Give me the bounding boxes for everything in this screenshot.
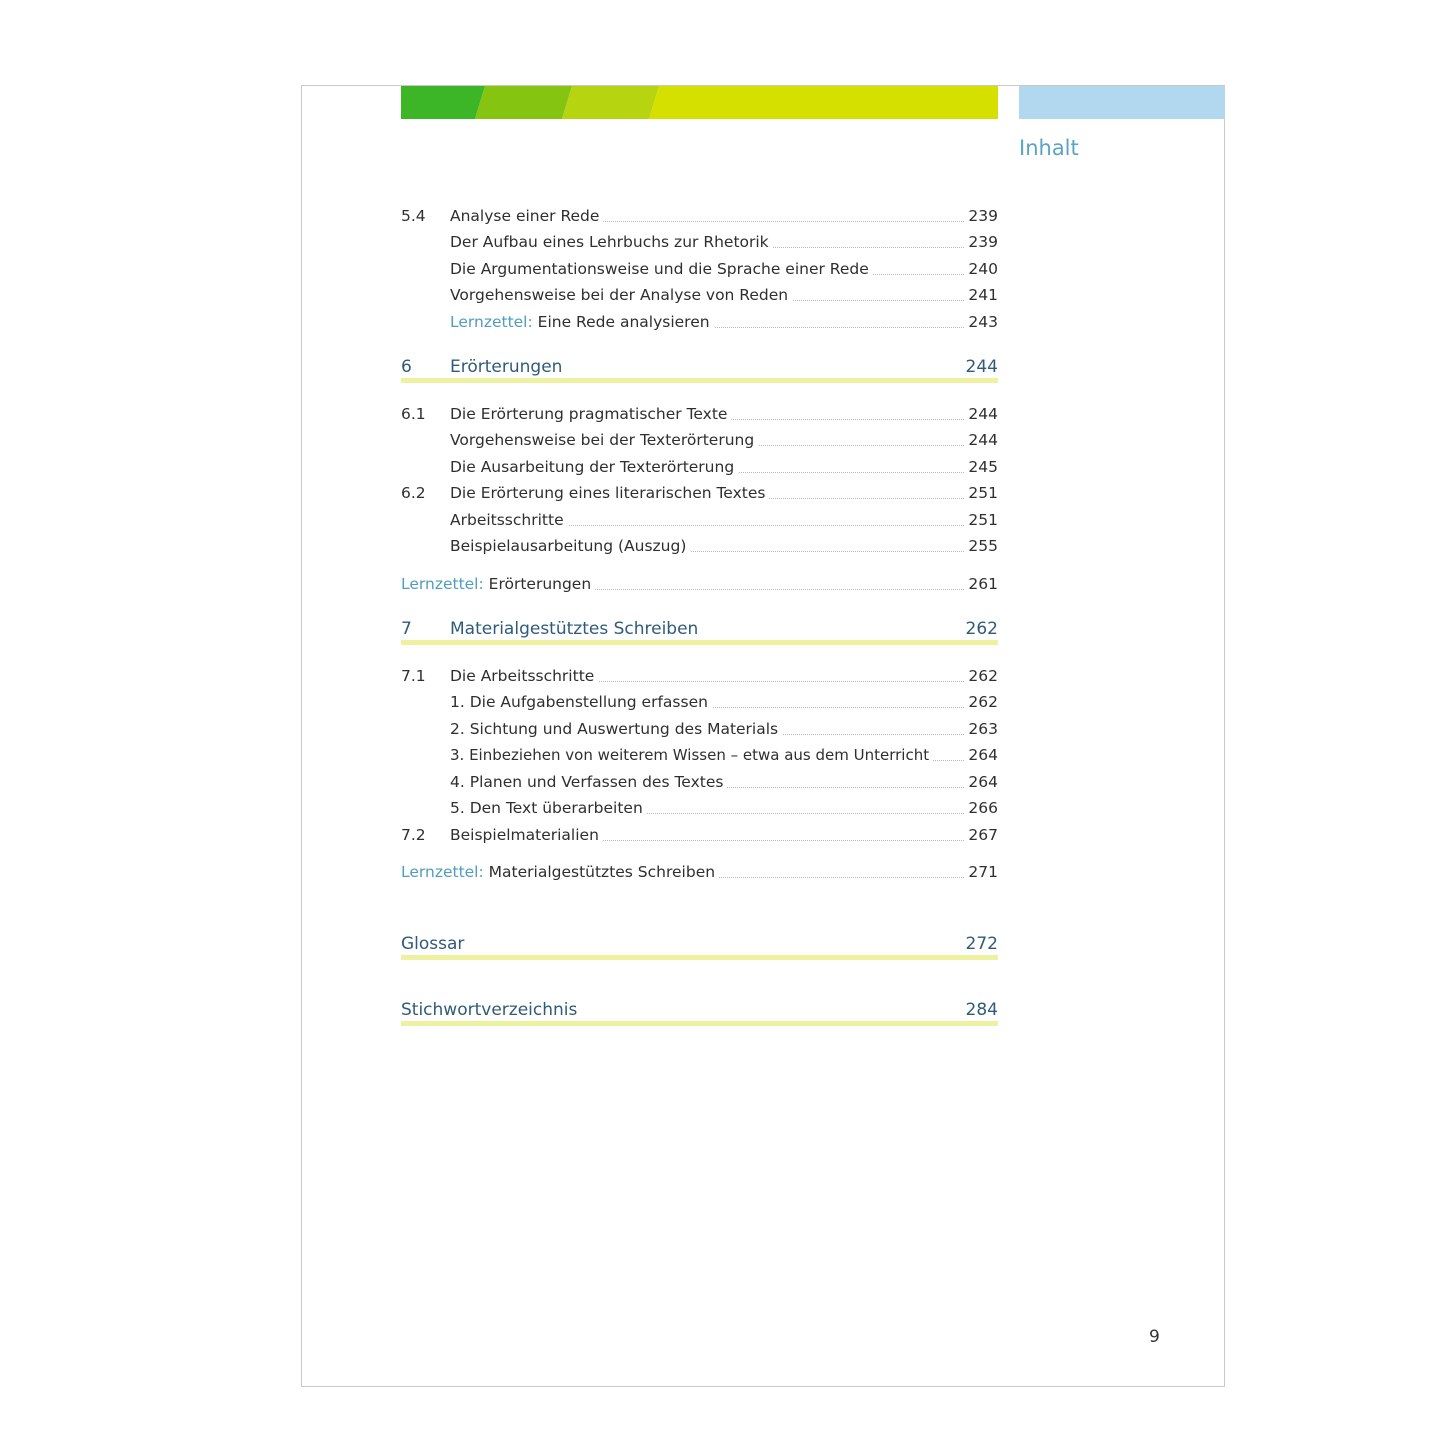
entry-title: Erörterungen — [488, 575, 592, 593]
entry-number: 7.1 — [401, 667, 426, 685]
entry-title-wrap — [401, 863, 719, 881]
entry-page: 251 — [965, 511, 998, 529]
chapter-rule — [401, 955, 998, 960]
entry-title: Analyse einer Rede — [450, 207, 603, 225]
entry-page: 264 — [965, 746, 998, 764]
toc-entry[interactable] — [401, 403, 998, 423]
toc-entry[interactable] — [401, 456, 998, 476]
chapter-page: 244 — [965, 357, 998, 377]
chapter-page: 272 — [965, 934, 998, 954]
entry-number: 5.4 — [401, 207, 426, 225]
entry-number: 6.1 — [401, 405, 426, 423]
entry-page: 251 — [965, 484, 998, 502]
entry-page: 262 — [965, 667, 998, 685]
entry-page: 240 — [965, 260, 998, 278]
entry-page: 239 — [965, 233, 998, 251]
lernzettel-label: Lernzettel: — [450, 313, 533, 331]
toc-entry[interactable] — [401, 509, 998, 529]
toc-entry[interactable] — [401, 665, 998, 685]
entry-title: Beispielausarbeitung (Auszug) — [450, 537, 690, 555]
entry-page: 244 — [965, 431, 998, 449]
chapter-title: Erörterungen — [450, 357, 563, 377]
chapter-title: Glossar — [401, 934, 465, 954]
chapter-heading-7[interactable] — [401, 617, 998, 645]
entry-page: 244 — [965, 405, 998, 423]
entry-title: Der Aufbau eines Lehrbuchs zur Rhetorik — [450, 233, 773, 251]
chapter-number: 7 — [401, 619, 412, 639]
entry-page: 245 — [965, 458, 998, 476]
entry-title: 4. Planen und Verfassen des Textes — [450, 773, 727, 791]
entry-title: Eine Rede analysieren — [537, 313, 710, 331]
entry-title: Beispielmaterialien — [450, 826, 603, 844]
entry-page: 267 — [965, 826, 998, 844]
chapter-rule — [401, 378, 998, 383]
entry-title: 2. Sichtung und Auswertung des Materials — [450, 720, 782, 738]
entry-page: 264 — [965, 773, 998, 791]
chapter-number: 6 — [401, 357, 412, 377]
page-number: 9 — [1149, 1327, 1160, 1347]
chapter-heading-glossar[interactable] — [401, 932, 998, 960]
entry-number: 6.2 — [401, 484, 426, 502]
chapter-heading-stichwortverzeichnis[interactable] — [401, 998, 998, 1026]
entry-title: 1. Die Aufgabenstellung erfassen — [450, 693, 712, 711]
entry-page: 239 — [965, 207, 998, 225]
toc-entry-lernzettel[interactable] — [401, 861, 998, 881]
toc-entry[interactable] — [401, 205, 998, 225]
toc-entry[interactable] — [401, 284, 998, 304]
toc-entry[interactable] — [401, 231, 998, 251]
entry-title: Die Argumentationsweise und die Sprache einer Rede — [450, 260, 873, 278]
lernzettel-label: Lernzettel: — [401, 863, 484, 881]
chapter-title: Stichwortverzeichnis — [401, 1000, 578, 1020]
entry-title: Arbeitsschritte — [450, 511, 568, 529]
chapter-rule — [401, 640, 998, 645]
toc-entry[interactable] — [401, 535, 998, 555]
entry-page: 263 — [965, 720, 998, 738]
entry-title: Die Arbeitsschritte — [450, 667, 598, 685]
entry-page: 255 — [965, 537, 998, 555]
section-title: Inhalt — [1019, 136, 1079, 160]
entry-page: 243 — [965, 313, 998, 331]
entry-title: Die Erörterung pragmatischer Texte — [450, 405, 731, 423]
toc-entry[interactable] — [401, 429, 998, 449]
entry-title: Die Erörterung eines literarischen Textes — [450, 484, 769, 502]
entry-page: 262 — [965, 693, 998, 711]
chapter-title: Materialgestütztes Schreiben — [450, 619, 699, 639]
chapter-page: 262 — [965, 619, 998, 639]
entry-page: 266 — [965, 799, 998, 817]
entry-number: 7.2 — [401, 826, 426, 844]
entry-title: 5. Den Text überarbeiten — [450, 799, 647, 817]
entry-title-wrap — [401, 575, 595, 593]
chapter-heading-6[interactable] — [401, 355, 998, 383]
entry-title: Vorgehensweise bei der Texterörterung — [450, 431, 758, 449]
toc-entry[interactable] — [401, 691, 998, 711]
entry-title: 3. Einbeziehen von weiterem Wissen – etwa aus dem Unterricht — [450, 746, 933, 764]
toc-entry[interactable] — [401, 744, 998, 764]
header-color-band — [401, 86, 998, 119]
toc-entry[interactable] — [401, 824, 998, 844]
header-sidebar-box — [1019, 86, 1225, 119]
toc-entry[interactable] — [401, 482, 998, 502]
toc-entry[interactable] — [401, 258, 998, 278]
entry-page: 271 — [965, 863, 998, 881]
entry-title: Vorgehensweise bei der Analyse von Reden — [450, 286, 792, 304]
toc-entry[interactable] — [401, 718, 998, 738]
chapter-page: 284 — [965, 1000, 998, 1020]
toc-entry[interactable] — [401, 771, 998, 791]
entry-title: Die Ausarbeitung der Texterörterung — [450, 458, 738, 476]
toc-entry[interactable] — [401, 797, 998, 817]
entry-title-wrap — [450, 313, 714, 331]
toc-entry-lernzettel[interactable] — [401, 573, 998, 593]
entry-page: 241 — [965, 286, 998, 304]
entry-title: Materialgestütztes Schreiben — [488, 863, 716, 881]
chapter-rule — [401, 1021, 998, 1026]
entry-page: 261 — [965, 575, 998, 593]
lernzettel-label: Lernzettel: — [401, 575, 484, 593]
toc-entry-lernzettel[interactable] — [401, 311, 998, 331]
